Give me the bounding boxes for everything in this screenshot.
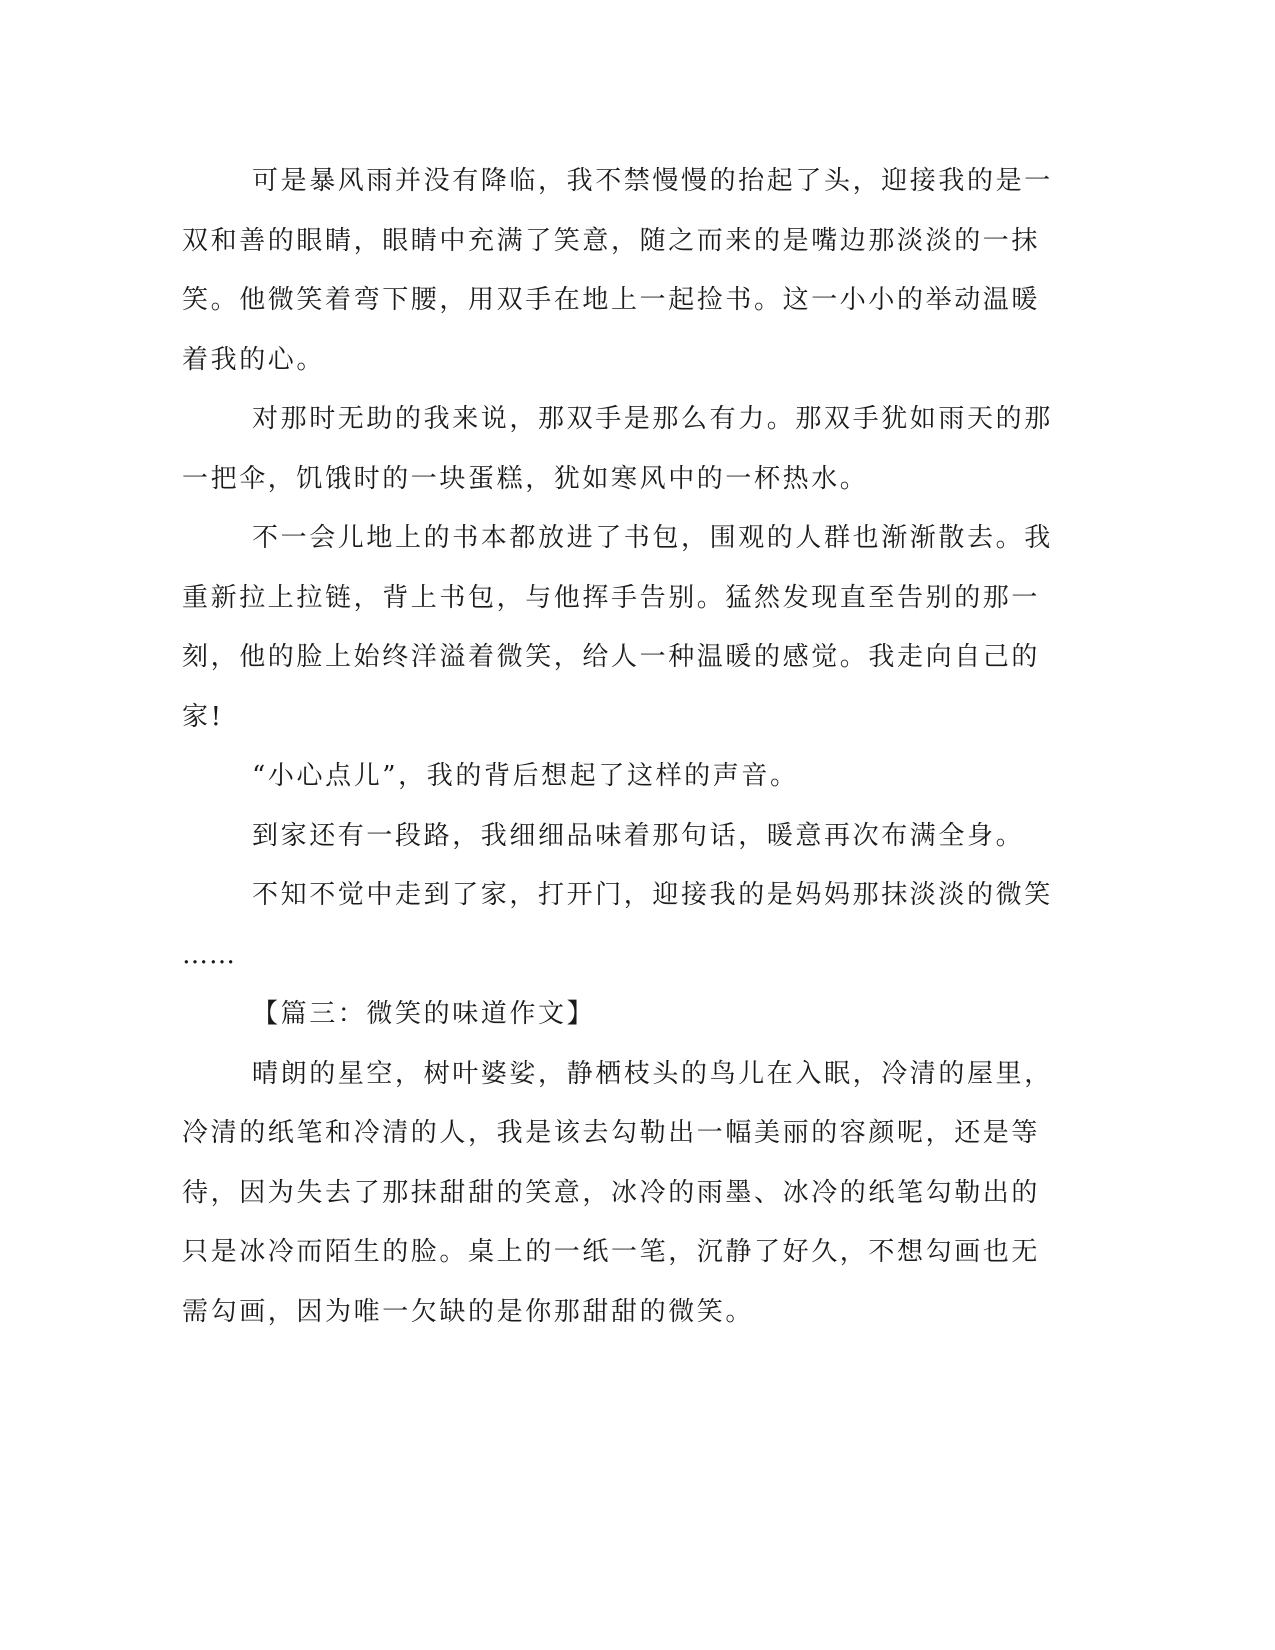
text-line: 一把伞，饥饿时的一块蛋糕，犹如寒风中的一杯热水。 — [182, 463, 869, 494]
document-text — [182, 152, 1053, 1342]
text-line: 【篇三：微笑的味道作文】 — [252, 999, 596, 1029]
text-line: 刻，他的脸上始终洋溢着微笑，给人一种温暖的感觉。我走向自己的 — [182, 642, 1041, 672]
text-line: 不一会儿地上的书本都放进了书包，围观的人群也渐渐散去。我 — [252, 523, 1053, 553]
text-line: 对那时无助的我来说，那双手是那么有力。那双手犹如雨天的那 — [252, 404, 1053, 434]
text-line: 只是冰冷而陌生的脸。桌上的一纸一笔，沉静了好久，不想勾画也无 — [182, 1237, 1041, 1267]
text-line: 需勾画，因为唯一欠缺的是你那甜甜的微笑。 — [182, 1296, 755, 1327]
text-line: 到家还有一段路，我细细品味着那句话，暖意再次布满全身。 — [252, 820, 1025, 851]
text-line: 重新拉上拉链，背上书包，与他挥手告别。猛然发现直至告别的那一 — [182, 582, 1041, 613]
text-line: 着我的心。 — [182, 344, 326, 375]
text-line: 待，因为失去了那抹甜甜的笑意，冰冷的雨墨、冰冷的纸笔勾勒出的 — [182, 1177, 1041, 1208]
text-line: 双和善的眼睛，眼睛中充满了笑意，随之而来的是嘴边那淡淡的一抹 — [182, 225, 1041, 256]
text-line: 冷清的纸笔和冷清的人，我是该去勾勒出一幅美丽的容颜呢，还是等 — [182, 1118, 1041, 1148]
text-line: “小心点儿”，我的背后想起了这样的声音。 — [252, 761, 799, 791]
text-line: 晴朗的星空，树叶婆娑，静栖枝头的鸟儿在入眠，冷清的屋里， — [252, 1058, 1053, 1089]
ellipsis-line: …… — [182, 939, 236, 970]
text-line: 笑。他微笑着弯下腰，用双手在地上一起捡书。这一小小的举动温暖 — [182, 285, 1041, 315]
text-line: 家! — [182, 701, 224, 732]
text-line: 可是暴风雨并没有降临，我不禁慢慢的抬起了头，迎接我的是一 — [252, 166, 1053, 196]
text-line: 不知不觉中走到了家，打开门，迎接我的是妈妈那抹淡淡的微笑 — [252, 880, 1053, 910]
